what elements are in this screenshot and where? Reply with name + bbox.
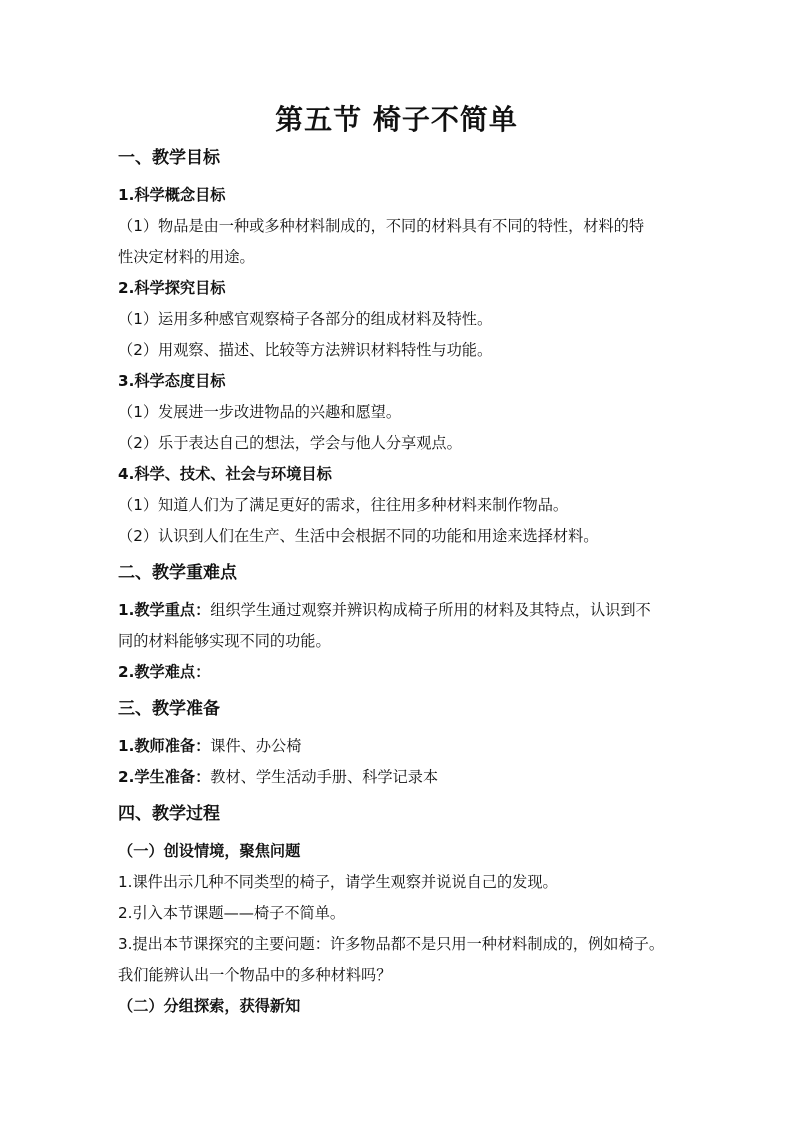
paragraph-line: （1）知道人们为了满足更好的需求，往往用多种材料来制作物品。 [118, 496, 569, 514]
teacher-prep-line [118, 735, 688, 757]
subheading-concept-goal: 1.科学概念目标 [118, 186, 226, 204]
section-heading-process: 四、教学过程 [118, 804, 220, 824]
paragraph-line: 我们能辨认出一个物品中的多种材料吗？ [118, 966, 392, 984]
difficulty-label: 2.教学难点： [118, 663, 211, 681]
paragraph-line: （1）运用多种感官观察椅子各部分的组成材料及特性。 [118, 310, 493, 328]
paragraph-line: 3.提出本节课探究的主要问题：许多物品都不是只用一种材料制成的，例如椅子。 [118, 935, 665, 953]
paragraph-line: （2）认识到人们在生产、生活中会根据不同的功能和用途来选择材料。 [118, 527, 599, 545]
subheading-attitude-goal: 3.科学态度目标 [118, 372, 226, 390]
student-prep-label: 2.学生准备： [118, 768, 211, 786]
subheading-stse-goal: 4.科学、技术、社会与环境目标 [118, 465, 332, 483]
paragraph-line: 1.课件出示几种不同类型的椅子，请学生观察并说说自己的发现。 [118, 873, 558, 891]
student-prep-line [118, 766, 688, 788]
section-heading-key-points: 二、教学重难点 [118, 563, 237, 583]
student-prep-text: 教材、学生活动手册、科学记录本 [210, 768, 439, 786]
paragraph-line: （1）物品是由一种或多种材料制成的，不同的材料具有不同的特性，材料的特 [118, 217, 645, 235]
paragraph-line: 性决定材料的用途。 [118, 248, 255, 266]
subheading-group-explore: （二）分组探索，获得新知 [118, 997, 301, 1015]
subheading-inquiry-goal: 2.科学探究目标 [118, 279, 226, 297]
paragraph-line: 2.引入本节课题——椅子不简单。 [118, 904, 346, 922]
key-point-label: 1.教学重点： [118, 601, 211, 619]
paragraph-line: （1）发展进一步改进物品的兴趣和愿望。 [118, 403, 402, 421]
section-heading-preparation: 三、教学准备 [118, 699, 220, 719]
teacher-prep-label: 1.教师准备： [118, 737, 211, 755]
teacher-prep-text: 课件、办公椅 [210, 737, 302, 755]
page-title: 第五节 椅子不简单 [275, 103, 518, 136]
paragraph-line: 同的材料能够实现不同的功能。 [118, 632, 331, 650]
key-point-line [118, 599, 688, 621]
key-point-text: 组织学生通过观察并辨识构成椅子所用的材料及其特点，认识到不 [210, 601, 651, 619]
subheading-scenario: （一）创设情境，聚焦问题 [118, 842, 301, 860]
paragraph-line: （2）用观察、描述、比较等方法辨识材料特性与功能。 [118, 341, 493, 359]
paragraph-line: （2）乐于表达自己的想法，学会与他人分享观点。 [118, 434, 462, 452]
section-heading-objectives: 一、教学目标 [118, 148, 220, 168]
